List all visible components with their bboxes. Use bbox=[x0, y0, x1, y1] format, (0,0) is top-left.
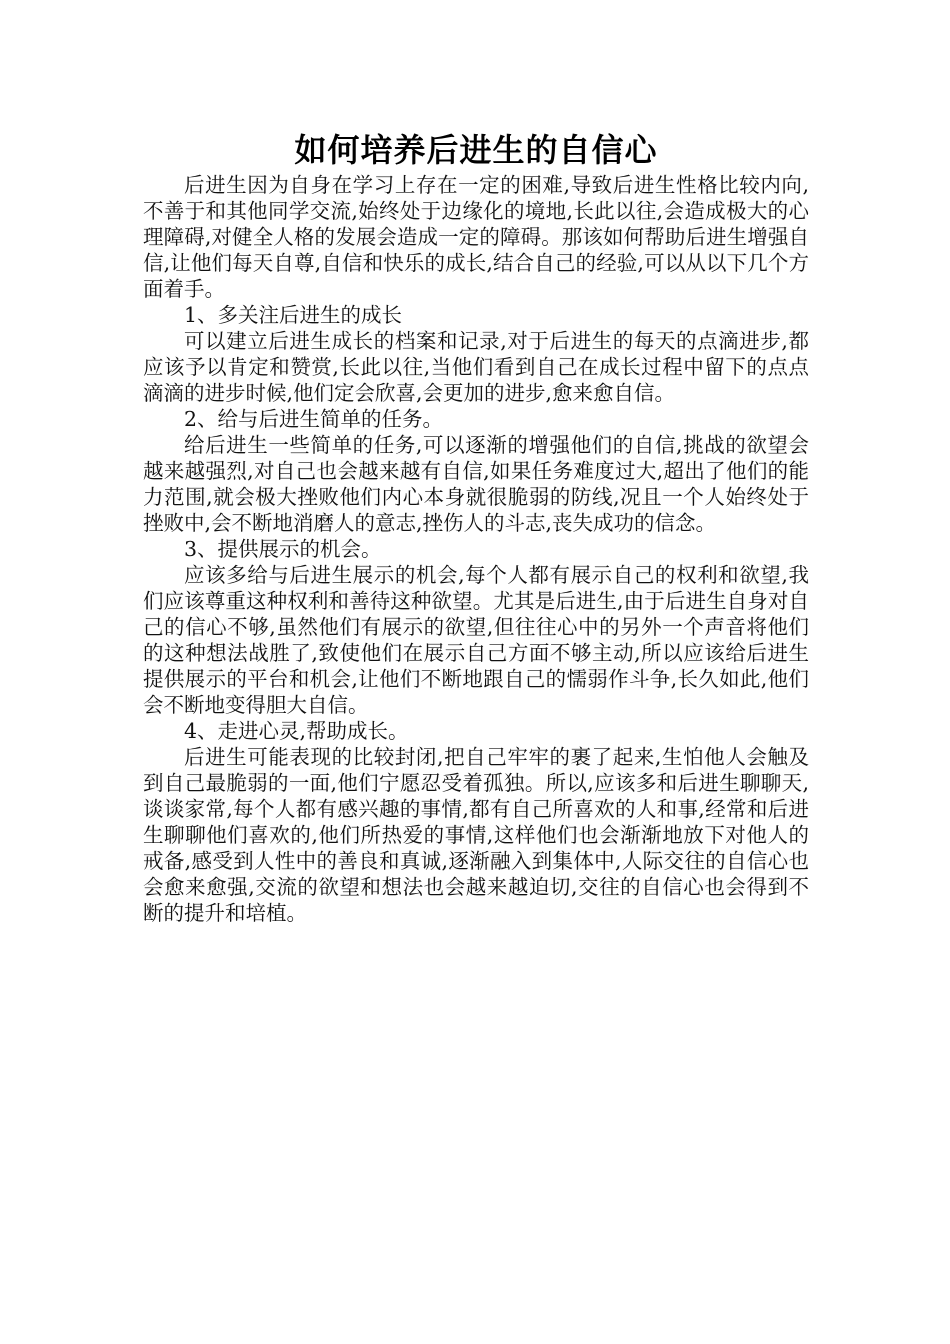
section-heading: 1、多关注后进生的成长 bbox=[184, 303, 403, 327]
section-paragraph: 应该多给与后进生展示的机会,每个人都有展示自己的权利和欲望,我们应该尊重这种权利和善待这种欲望。尤其是后进生,由于后进生自身对自己的信心不够,虽然他们有展示的欲望,但往往心中的另外一个声音将他们的这种想法战胜了,致使他们在展示自己方面不够主动,所以应该给后进生提供展示的平台和机会,让他们不断地跟自己的懦弱作斗争,长久如此,他们会不断地变得胆大自信。 bbox=[143, 563, 809, 717]
document-title: 如何培养后进生的自信心 bbox=[294, 131, 658, 169]
section-heading: 3、提供展示的机会。 bbox=[184, 537, 382, 561]
section-paragraph: 给后进生一些简单的任务,可以逐渐的增强他们的自信,挑战的欲望会越来越强烈,对自己也会越来越有自信,如果任务难度过大,超出了他们的能力范围,就会极大挫败他们内心本身就很脆弱的防线,况且一个人始终处于挫败中,会不断地消磨人的意志,挫伤人的斗志,丧失成功的信念。 bbox=[143, 433, 809, 535]
section-paragraph: 可以建立后进生成长的档案和记录,对于后进生的每天的点滴进步,都应该予以肯定和赞赏,长此以往,当他们看到自己在成长过程中留下的点点滴滴的进步时候,他们定会欣喜,会更加的进步,愈来愈自信。 bbox=[143, 329, 809, 405]
section-heading: 2、给与后进生简单的任务。 bbox=[184, 407, 444, 431]
intro-paragraph: 后进生因为自身在学习上存在一定的困难,导致后进生性格比较内向,不善于和其他同学交流,始终处于边缘化的境地,长此以往,会造成极大的心理障碍,对健全人格的发展会造成一定的障碍。那该如何帮助后进生增强自信,让他们每天自尊,自信和快乐的成长,结合自己的经验,可以从以下几个方面着手。 bbox=[143, 173, 809, 301]
section-paragraph: 后进生可能表现的比较封闭,把自己牢牢的裹了起来,生怕他人会触及到自己最脆弱的一面,他们宁愿忍受着孤独。所以,应该多和后进生聊聊天,谈谈家常,每个人都有感兴趣的事情,都有自己所喜欢的人和事,经常和后进生聊聊他们喜欢的,他们所热爱的事情,这样他们也会渐渐地放下对他人的戒备,感受到人性中的善良和真诚,逐渐融入到集体中,人际交往的自信心也会愈来愈强,交流的欲望和想法也会越来越迫切,交往的自信心也会得到不断的提升和培植。 bbox=[143, 745, 809, 925]
document-body bbox=[143, 128, 809, 926]
section-heading: 4、走进心灵,帮助成长。 bbox=[184, 719, 409, 743]
